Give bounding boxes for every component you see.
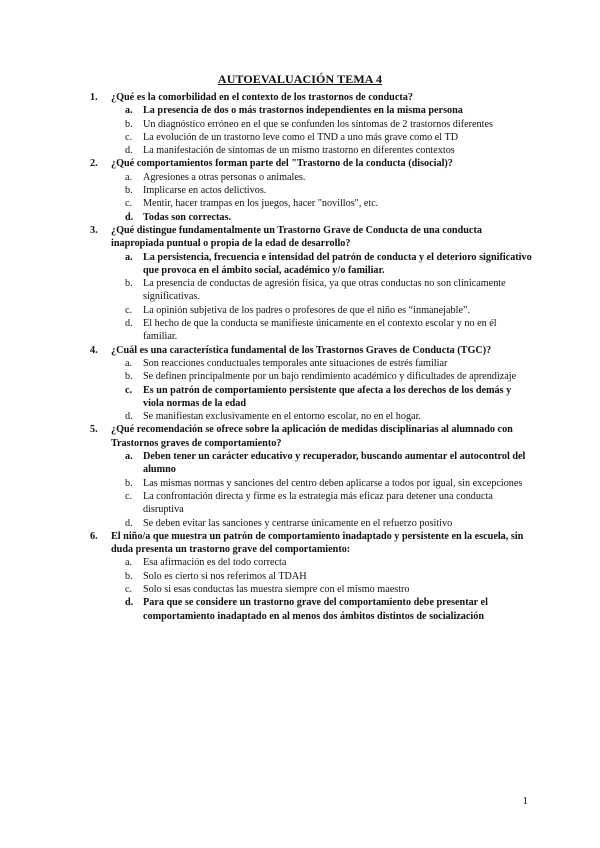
option-letter: d. xyxy=(125,411,133,423)
answer-option xyxy=(125,490,532,517)
option-letter: c. xyxy=(125,583,133,595)
question-text: El niño/a que muestra un patrón de comportamiento inadaptado y persistente en la escuela, sin duda presenta un trastorno grave del comportamiento: xyxy=(111,530,524,556)
question-item xyxy=(90,423,532,529)
question-item xyxy=(90,157,532,223)
answer-option xyxy=(125,144,532,157)
option-letter: c. xyxy=(125,490,133,502)
question-number: 6. xyxy=(90,530,98,542)
option-letter: c. xyxy=(125,304,133,316)
option-letter: d. xyxy=(125,318,133,330)
option-text: Mentir, hacer trampas en los juegos, hacer "novillos", etc. xyxy=(143,198,379,210)
option-text: Para que se considere un trastorno grave del comportamiento debe presentar el comportamiento inadaptado en al menos dos ámbitos distintos de socialización xyxy=(143,597,488,622)
question-number: 5. xyxy=(90,424,98,436)
answer-option xyxy=(125,131,532,144)
option-letter: a. xyxy=(125,557,133,569)
option-letter: a. xyxy=(125,251,133,263)
option-text: La presencia de conductas de agresión física, ya que otras conductas no son clínicamente significativas. xyxy=(143,278,506,303)
option-letter: d. xyxy=(125,145,133,157)
answer-option xyxy=(125,277,532,304)
option-text: La presencia de dos o más trastornos independientes en la misma persona xyxy=(143,105,463,117)
answer-option xyxy=(125,583,532,596)
option-letter: a. xyxy=(125,357,133,369)
option-letter: b. xyxy=(125,371,133,383)
question-list xyxy=(90,91,532,623)
option-text: Todas son correctas. xyxy=(143,211,232,223)
option-letter: b. xyxy=(125,477,133,489)
option-text: Es un patrón de comportamiento persistente que afecta a los derechos de los demás y viola normas de la edad xyxy=(143,384,512,409)
option-letter: a. xyxy=(125,171,133,183)
option-text: Agresiones a otras personas o animales. xyxy=(143,171,306,183)
answer-option-correct xyxy=(125,211,532,224)
question-text: ¿Qué distingue fundamentalmente un Trastorno Grave de Conducta de una conducta inapropiada puntual o propia de la edad de desarrollo? xyxy=(111,224,482,250)
option-text: Solo si esas conductas las muestra siempre con el mismo maestro xyxy=(143,583,410,595)
option-list xyxy=(90,104,532,157)
answer-option xyxy=(125,317,532,344)
question-heading xyxy=(90,91,532,104)
question-number: 2. xyxy=(90,158,98,170)
page-number: 1 xyxy=(522,795,528,807)
option-letter: c. xyxy=(125,384,133,396)
answer-option xyxy=(125,477,532,490)
option-letter: d. xyxy=(125,597,134,609)
answer-option xyxy=(125,570,532,583)
option-text: Deben tener un carácter educativo y recuperador, buscando aumentar el autocontrol del alumno xyxy=(143,451,526,476)
option-text: Solo es cierto si nos referimos al TDAH xyxy=(143,570,307,582)
option-text: Se definen principalmente por un bajo rendimiento académico y dificultades de aprendizaje xyxy=(143,371,517,383)
answer-option xyxy=(125,184,532,197)
question-number: 1. xyxy=(90,92,98,103)
answer-option xyxy=(125,171,532,184)
answer-option-correct xyxy=(125,596,532,623)
answer-option xyxy=(125,556,532,569)
option-text: Las mismas normas y sanciones del centro deben aplicarse a todos por igual, sin excepciones xyxy=(143,477,523,489)
question-text: ¿Cuál es una característica fundamental de los Trastornos Graves de Conducta (TGC)? xyxy=(111,344,492,356)
option-letter: d. xyxy=(125,211,134,223)
question-item xyxy=(90,224,532,344)
option-letter: b. xyxy=(125,185,133,197)
answer-option xyxy=(125,410,532,423)
option-text: Esa afirmación es del todo correcta xyxy=(143,557,287,569)
option-letter: b. xyxy=(125,118,133,130)
option-letter: c. xyxy=(125,131,133,143)
option-list xyxy=(90,357,532,423)
answer-option xyxy=(125,370,532,383)
answer-option xyxy=(125,197,532,210)
option-text: La persistencia, frecuencia e intensidad del patrón de conducta y el deterioro significativo que provoca en el ámbito social, académico y/o familiar. xyxy=(143,251,532,276)
question-item xyxy=(90,344,532,424)
option-text: La manifestación de síntomas de un mismo trastorno en diferentes contextos xyxy=(143,145,455,157)
question-text: ¿Qué es la comorbilidad en el contexto de los trastornos de conducta? xyxy=(111,92,413,103)
answer-option xyxy=(125,517,532,530)
answer-option-correct xyxy=(125,450,532,477)
option-letter: b. xyxy=(125,570,133,582)
question-heading xyxy=(90,344,532,357)
option-text: Se manifiestan exclusivamente en el entorno escolar, no en el hogar. xyxy=(143,411,421,423)
answer-option-correct xyxy=(125,104,532,117)
option-text: Son reacciones conductuales temporales ante situaciones de estrés familiar xyxy=(143,357,448,369)
option-list xyxy=(90,556,532,622)
option-list xyxy=(90,251,532,344)
option-list xyxy=(90,171,532,224)
document-title: AUTOEVALUACIÓN TEMA 4 xyxy=(217,72,383,86)
answer-option xyxy=(125,357,532,370)
question-heading xyxy=(90,157,532,170)
option-letter: c. xyxy=(125,198,133,210)
answer-option-correct xyxy=(125,251,532,278)
option-text: Se deben evitar las sanciones y centrarse únicamente en el refuerzo positivo xyxy=(143,517,453,529)
option-letter: b. xyxy=(125,278,133,290)
question-heading xyxy=(90,423,532,450)
option-letter: d. xyxy=(125,517,133,529)
question-number: 3. xyxy=(90,224,98,236)
question-item xyxy=(90,530,532,623)
question-item xyxy=(90,91,532,157)
question-heading xyxy=(90,224,532,251)
option-letter: a. xyxy=(125,451,133,463)
option-list xyxy=(90,450,532,530)
option-text: El hecho de que la conducta se manifieste únicamente en el contexto escolar y no en él familiar. xyxy=(143,318,497,343)
option-text: La confrontación directa y firme es la estrategia más eficaz para detener una conducta disruptiva xyxy=(143,490,493,516)
question-text: ¿Qué recomendación se ofrece sobre la aplicación de medidas disciplinarias al alumnado con Trastornos graves de comportamiento? xyxy=(111,424,513,449)
option-letter: a. xyxy=(125,105,133,117)
answer-option xyxy=(125,304,532,317)
answer-option xyxy=(125,118,532,131)
option-text: La opinión subjetiva de los padres o profesores de que el niño es “inmanejable”. xyxy=(143,304,471,316)
option-text: Un diagnóstico erróneo en el que se confunden los síntomas de 2 trastornos diferentes xyxy=(143,118,493,130)
answer-option-correct xyxy=(125,384,532,411)
question-heading xyxy=(90,530,532,557)
option-text: La evolución de un trastorno leve como el TND a uno más grave como el TD xyxy=(143,131,459,143)
question-number: 4. xyxy=(90,344,98,356)
question-text: ¿Qué comportamientos forman parte del "Trastorno de la conducta (disocial)? xyxy=(111,158,453,170)
option-text: Implicarse en actos delictivos. xyxy=(143,185,267,197)
